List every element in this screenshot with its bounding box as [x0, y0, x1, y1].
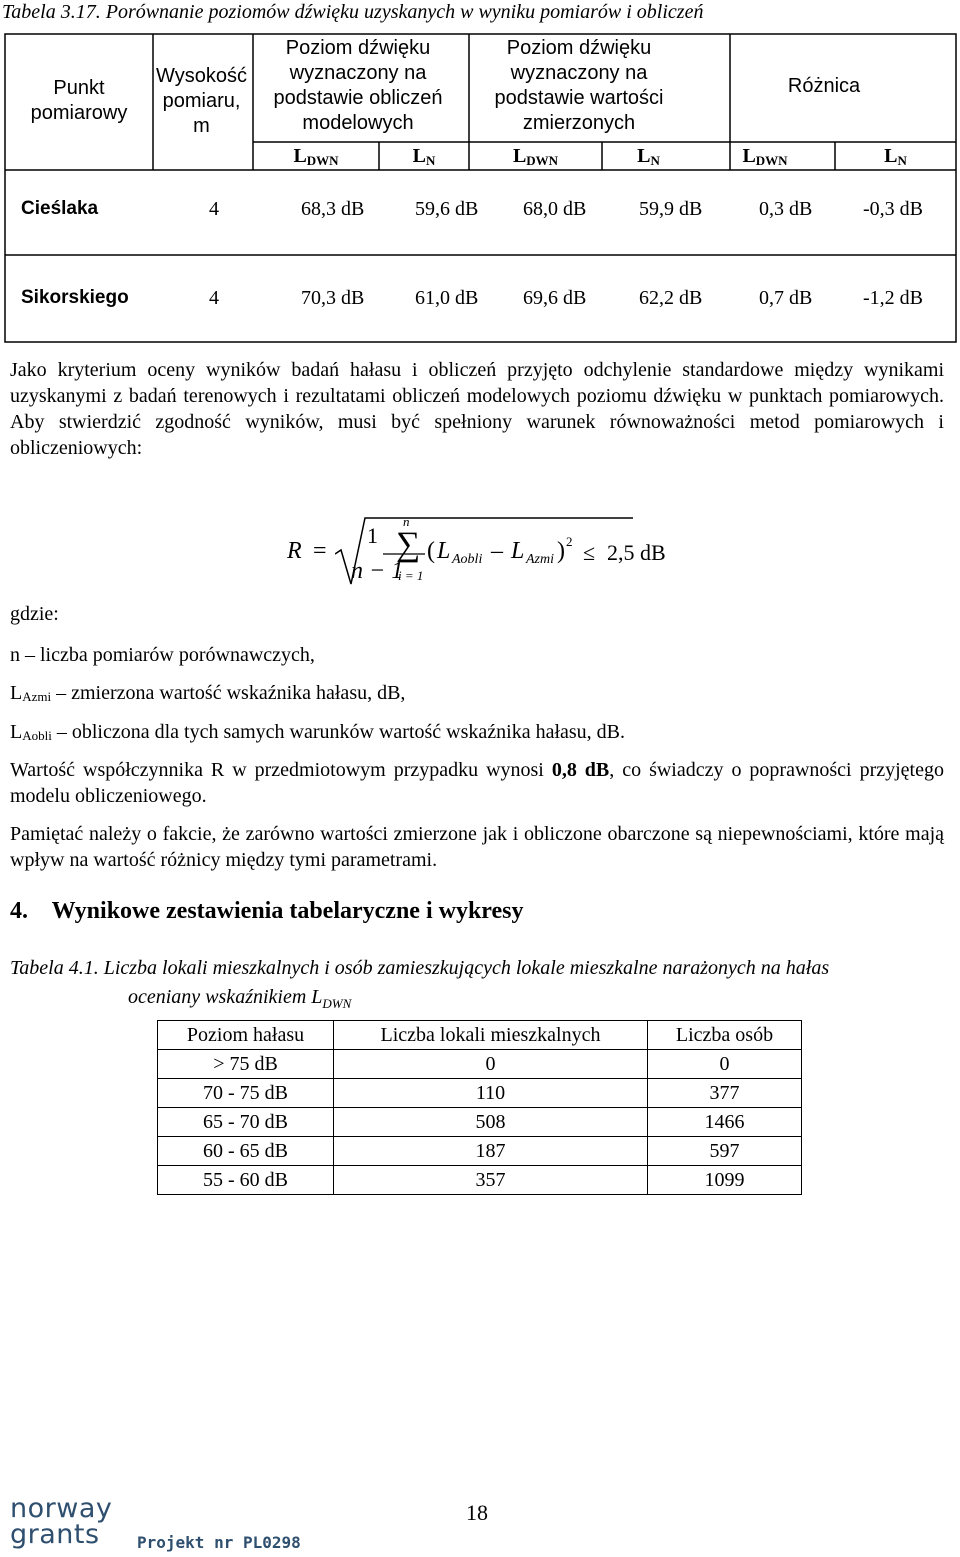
definition-n: n – liczba pomiarów porównawczych, [10, 644, 315, 666]
row-value: -0,3 dB [863, 198, 923, 220]
cell-level: 60 - 65 dB [158, 1137, 334, 1166]
cell-persons: 0 [648, 1050, 802, 1079]
col-header-persons: Liczba osób [648, 1021, 802, 1050]
sum-upper: n [403, 514, 410, 529]
sum-lower: i = 1 [398, 568, 424, 583]
subheader-ldwn-diff: $L_{DWN}$ [742, 145, 788, 168]
norway-grants-logo [10, 1493, 140, 1556]
col-header-dwellings: Liczba lokali mieszkalnych [334, 1021, 648, 1050]
row-height: 4 [209, 198, 219, 220]
table-row [158, 1050, 802, 1079]
uncertainty-paragraph: Pamiętać należy o fakcie, że zarówno wartości zmierzone jak i obliczone obarczone są niepewnościami, które mają wpływ na wartość różnicy między tymi parametrami. [10, 823, 944, 871]
header-point: Punkt pomiarowy [30, 77, 128, 124]
col-header-level: Poziom hałasu [158, 1021, 334, 1050]
subheader-ln-diff: $L_N$ [884, 145, 907, 168]
row-value: 68,3 dB [301, 198, 365, 220]
row-value: -1,2 dB [863, 287, 923, 309]
row-value: 69,6 dB [523, 287, 587, 309]
row-value: 59,9 dB [639, 198, 703, 220]
section-heading: 4. Wynikowe zestawienia tabelaryczne i wykresy [10, 898, 524, 924]
formula-sub-azmi: Azmi [526, 552, 554, 567]
cell-dwellings: 187 [334, 1137, 648, 1166]
header-measured-level: Poziom dźwięku wyznaczony na podstawie wartości zmierzonych [494, 37, 664, 134]
table-row [5, 198, 956, 226]
row-height: 4 [209, 287, 219, 309]
project-number: Projekt nr PL0298 [137, 1533, 301, 1552]
subheader-ldwn-calc: $L_{DWN}$ [293, 145, 339, 168]
where-label: gdzie: [10, 603, 59, 625]
subheader-ldwn-meas: $L_{DWN}$ [512, 145, 559, 168]
subheader-ln-calc: $L_N$ [412, 145, 436, 168]
exposure-table [157, 1020, 802, 1195]
formula-l2: L [511, 538, 525, 564]
formula-minus: – [491, 538, 503, 564]
row-value: 59,6 dB [415, 198, 479, 220]
page-number: 18 [466, 1500, 488, 1525]
sum-icon: ∑ [396, 526, 421, 563]
paren-open: ( [427, 538, 435, 564]
cell-level: 70 - 75 dB [158, 1079, 334, 1108]
row-value: 61,0 dB [415, 287, 479, 309]
logo-line1: norway [10, 1493, 113, 1524]
frac-numerator: 1 [367, 523, 378, 548]
row-value: 0,3 dB [759, 198, 813, 220]
header-difference: Różnica [787, 75, 861, 97]
definition-aobli: $L_{Aobli}$ – obliczona dla tych samych warunków wartość wskaźnika hałasu, dB. [10, 721, 626, 743]
table-3-17-caption: Tabela 3.17. Porównanie poziomów dźwięku uzyskanych w wyniku pomiarów i obliczeń [2, 1, 704, 23]
criterion-paragraph: Jako kryterium oceny wyników badań hałasu i obliczeń przyjęto odchylenie standardowe między wynikami uzyskanymi z badań terenowych i rezultatami obliczeń modelowych poziomu dźwięku w punktach pomiarowych. Aby stwierdzić zgodność wyników, musi być spełniony warunek równoważności metod pomiarowych i obliczeniowych: [10, 359, 944, 459]
table-4-1-caption-line2: oceniany wskaźnikiem $L_{DWN}$ [128, 986, 352, 1011]
cell-level: > 75 dB [158, 1050, 334, 1079]
subheader-ln-meas: $L_N$ [637, 145, 660, 168]
header-calculated-level: Poziom dźwięku wyznaczony na podstawie obliczeń modelowych [273, 37, 443, 134]
cell-dwellings: 0 [334, 1050, 648, 1079]
result-paragraph: Wartość współczynnika R w przedmiotowym przypadku wynosi 0,8 dB, co świadczy o poprawności przyjętego modelu obliczeniowego. [10, 759, 944, 807]
row-value: 62,2 dB [639, 287, 703, 309]
table-row [158, 1137, 802, 1166]
paren-close: ) [557, 538, 565, 564]
table-row [5, 287, 956, 315]
definition-azmi: $L_{Azmi}$ – zmierzona wartość wskaźnika hałasu, dB, [10, 682, 406, 704]
logo-line2: grants [10, 1519, 100, 1550]
cell-dwellings: 110 [334, 1079, 648, 1108]
cell-persons: 1099 [648, 1166, 802, 1195]
cell-persons: 597 [648, 1137, 802, 1166]
formula-exponent: 2 [566, 534, 573, 549]
cell-dwellings: 357 [334, 1166, 648, 1195]
formula-lhs: R [287, 538, 302, 564]
row-value: 68,0 dB [523, 198, 587, 220]
formula-rhs: 2,5 dB [607, 540, 666, 565]
cell-level: 65 - 70 dB [158, 1108, 334, 1137]
table-header-row [158, 1021, 802, 1050]
table-row [158, 1108, 802, 1137]
table-row [158, 1166, 802, 1195]
table-row [158, 1079, 802, 1108]
row-value: 70,3 dB [301, 287, 365, 309]
cell-level: 55 - 60 dB [158, 1166, 334, 1195]
row-point-name: Cieślaka [21, 198, 99, 219]
header-height: Wysokość pomiaru, m [156, 65, 247, 137]
formula [285, 508, 705, 598]
cell-persons: 377 [648, 1079, 802, 1108]
row-value: 0,7 dB [759, 287, 813, 309]
cell-persons: 1466 [648, 1108, 802, 1137]
formula-leq: ≤ [583, 540, 596, 565]
cell-dwellings: 508 [334, 1108, 648, 1137]
frac-denominator: n − 1 [351, 558, 404, 584]
table-4-1-caption: Tabela 4.1. Liczba lokali mieszkalnych i osób zamieszkujących lokale mieszkalne narażonych na hałas [10, 957, 830, 979]
formula-eq: = [313, 538, 327, 564]
formula-l1: L [437, 538, 451, 564]
formula-sub-aobli: Aobli [452, 552, 483, 567]
row-point-name: Sikorskiego [21, 287, 129, 308]
